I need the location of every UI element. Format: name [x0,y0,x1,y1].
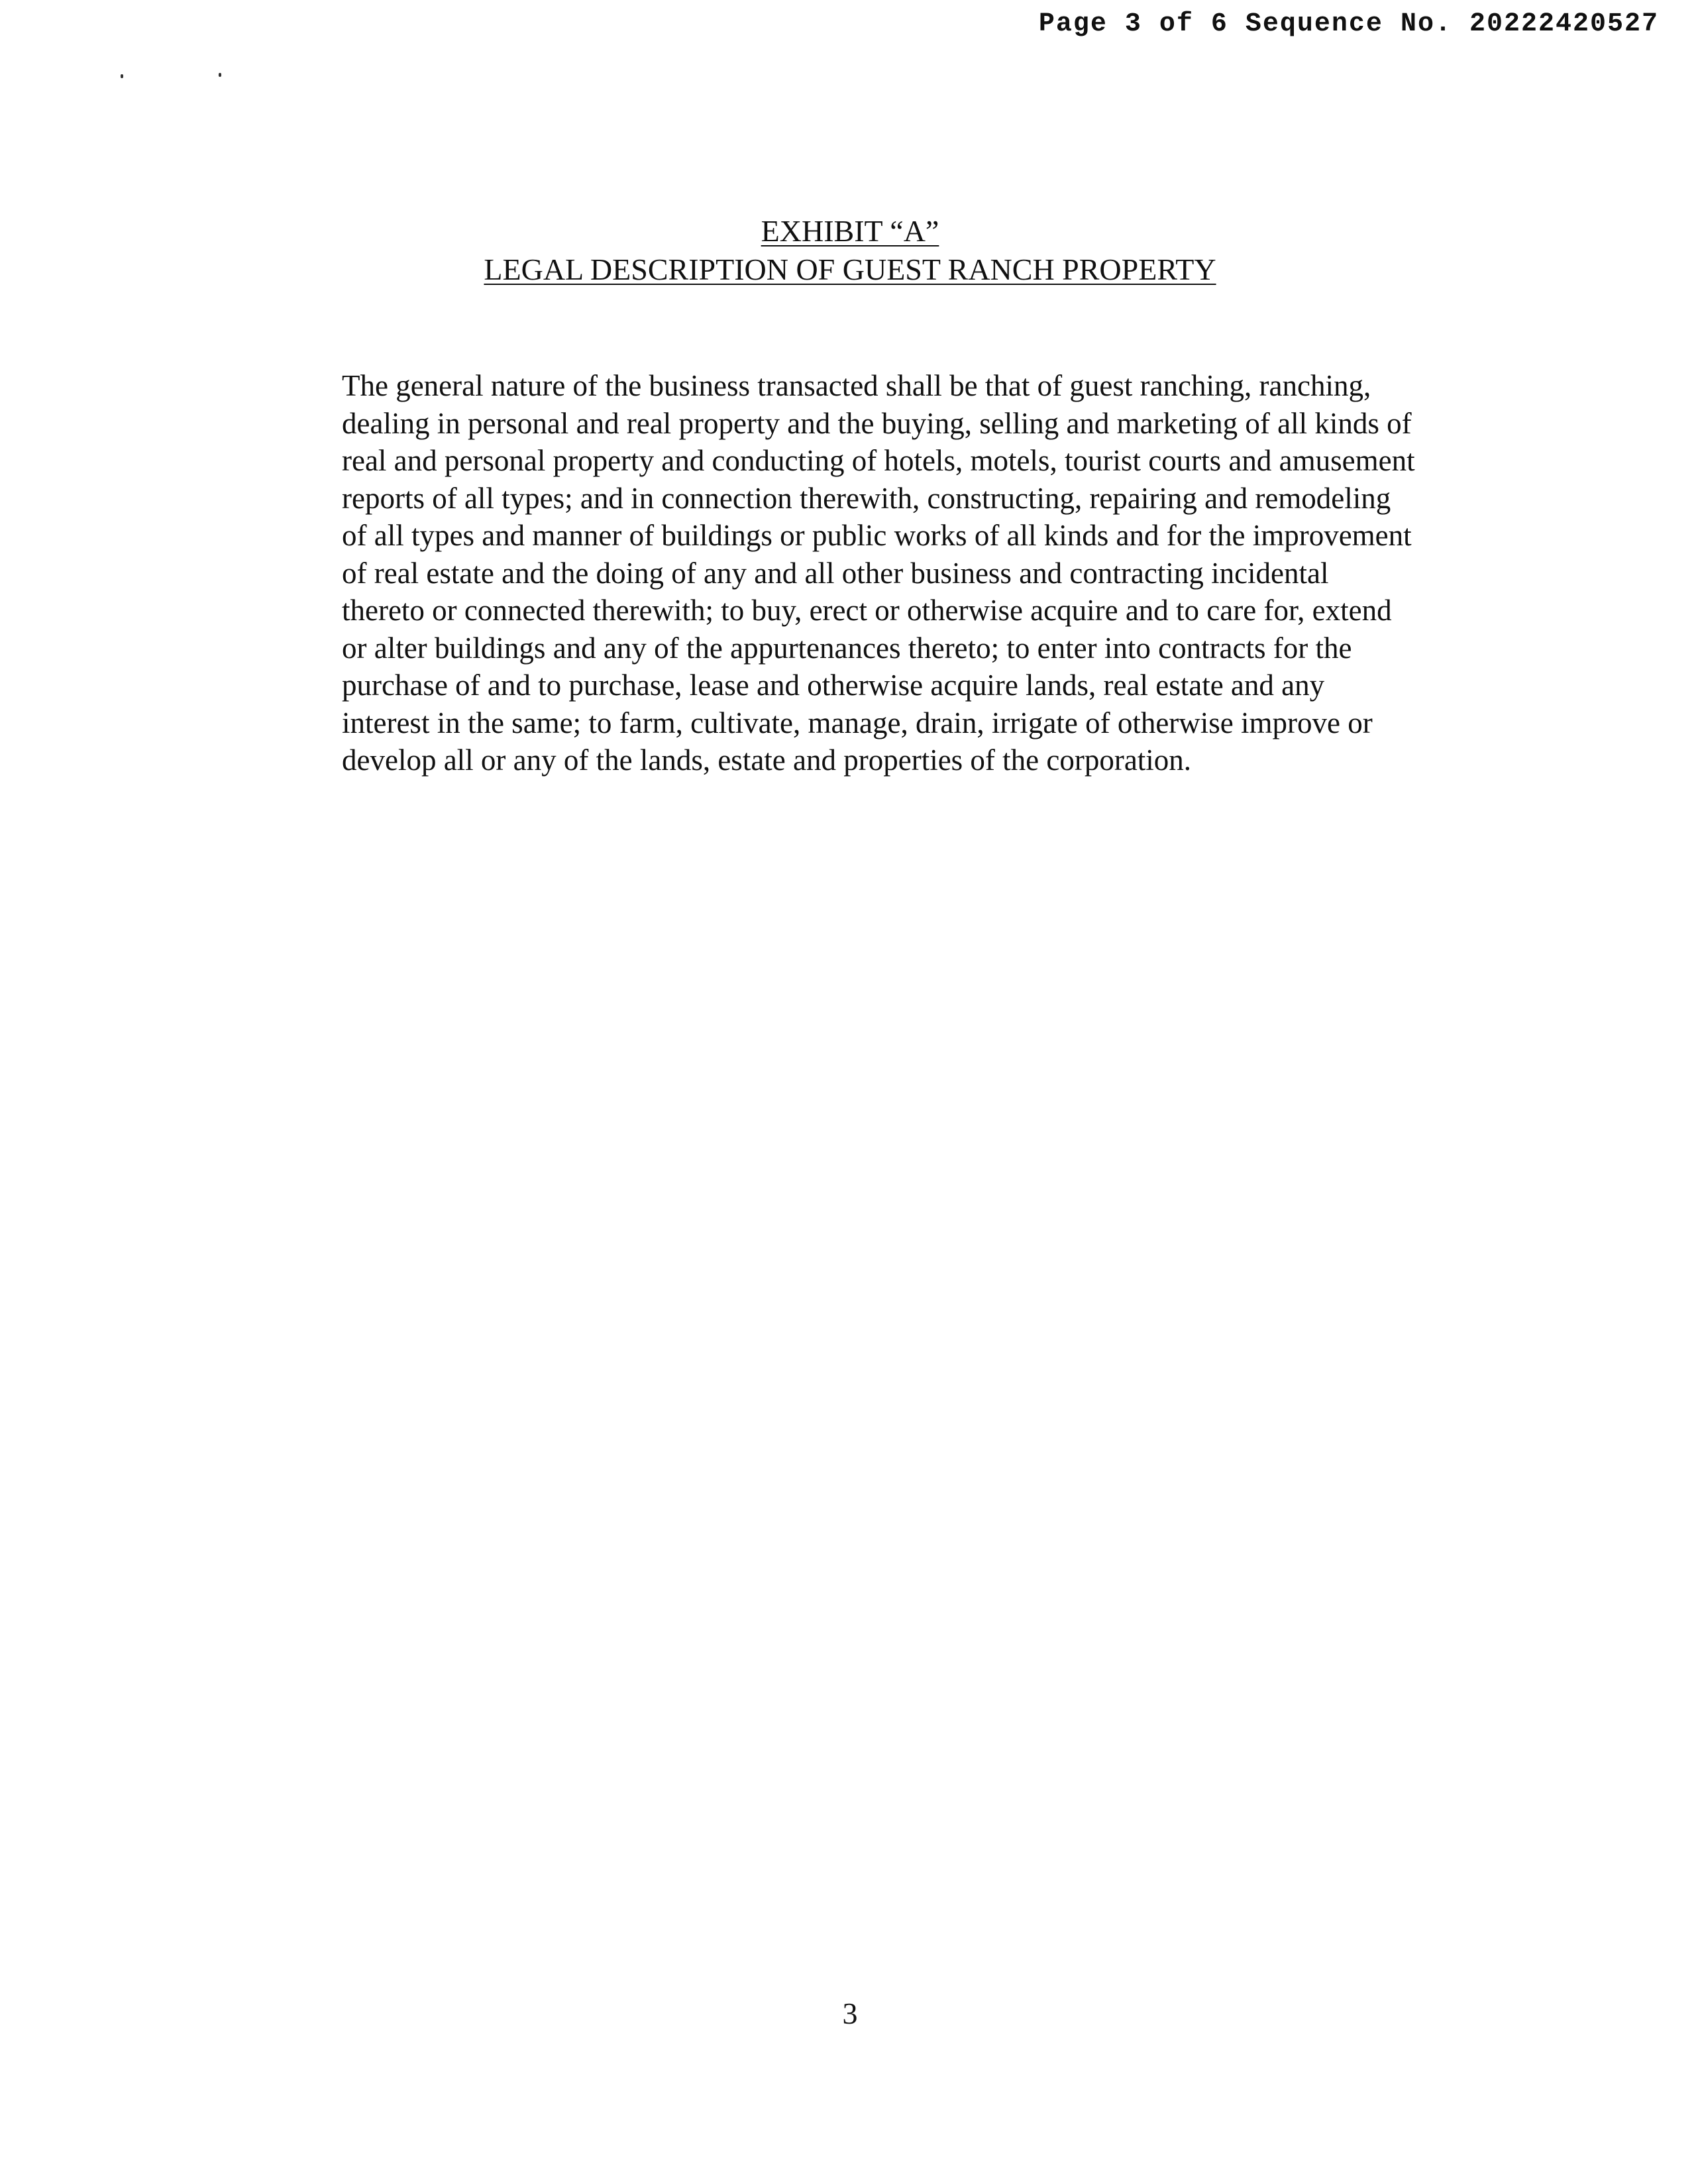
page-sequence-stamp: Page 3 of 6 Sequence No. 20222420527 [1038,9,1659,39]
scan-speck [219,73,221,77]
exhibit-heading [0,212,1700,289]
page-number: 3 [842,1996,858,2030]
scan-speck [121,74,123,78]
exhibit-title: EXHIBIT “A” [761,214,939,248]
exhibit-subtitle: LEGAL DESCRIPTION OF GUEST RANCH PROPERTY [484,252,1216,286]
business-description-paragraph: The general nature of the business transacted shall be that of guest ranching, ranching, dealing in personal and real property and the buying, selling and marketing of all kinds of real and personal property and conducting of hotels, motels, tourist courts and amusement reports of all types; and in connection therewith, constructing, repairing and remodeling of all types and manner of buildings or public works of all kinds and for the improvement of real estate and the doing of any and all other business and contracting incidental thereto or connected therewith; to buy, erect or otherwise acquire and to care for, extend or alter buildings and any of the appurtenances thereto; to enter into contracts for the purchase of and to purchase, lease and otherwise acquire lands, real estate and any interest in the same; to farm, cultivate, manage, drain, irrigate of otherwise improve or develop all or any of the lands, estate and properties of the corporation. [342,369,1415,777]
